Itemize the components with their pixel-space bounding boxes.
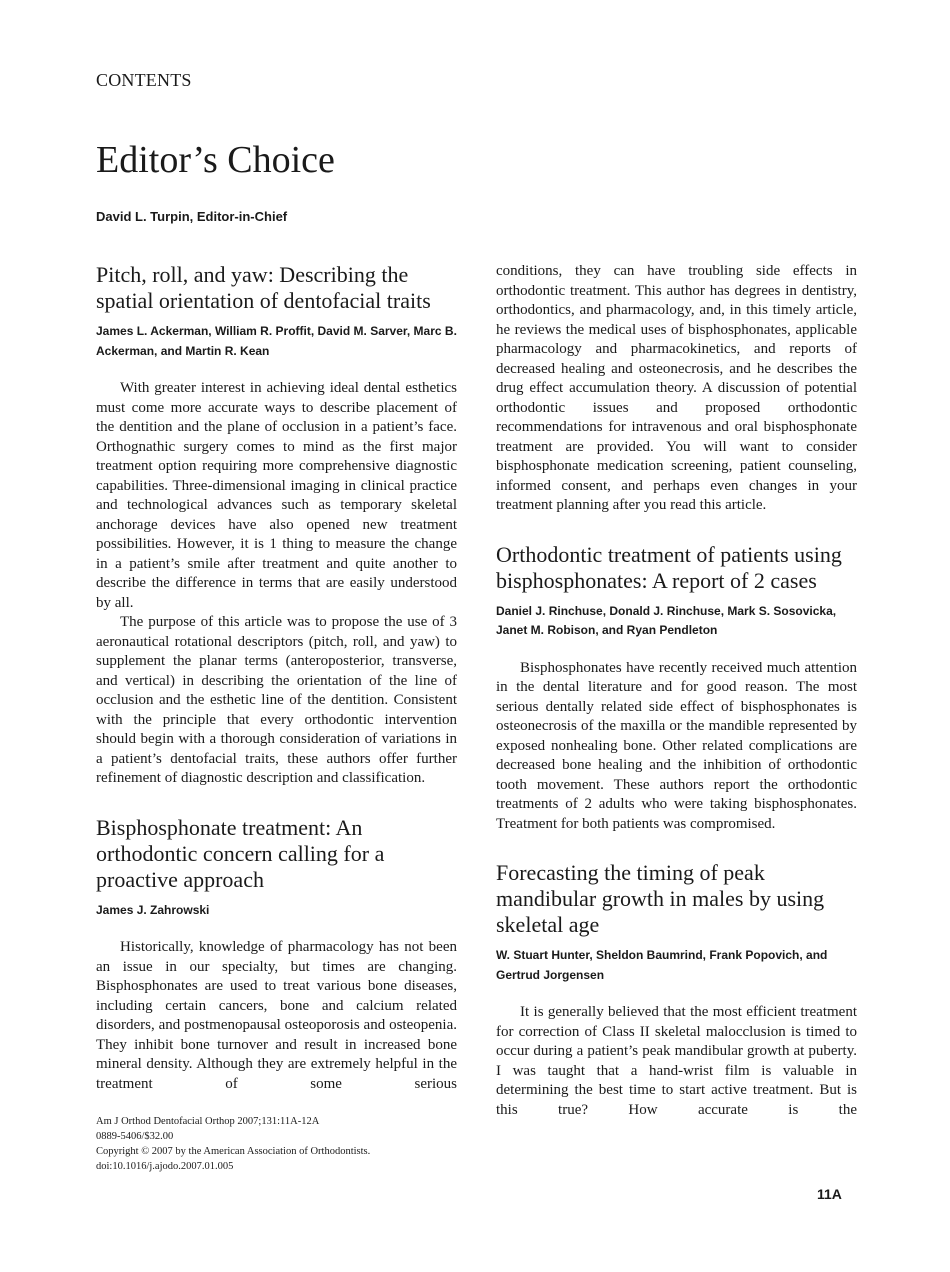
article-authors: James L. Ackerman, William R. Proffit, David M. Sarver, Marc B. Ackerman, and Martin R. Kean (96, 324, 457, 358)
copyright-notice: Copyright © 2007 by the American Association of Orthodontists. (96, 1146, 371, 1157)
article-title[interactable]: Forecasting the timing of peak mandibular growth in males by using skeletal age (496, 860, 825, 937)
left-column (96, 262, 457, 1120)
issn-price: 0889-5406/$32.00 (96, 1131, 174, 1142)
article-title[interactable]: Orthodontic treatment of patients using bisphosphonates: A report of 2 cases (496, 541, 842, 593)
article-paragraph: Historically, knowledge of pharmacology has not been an issue in our specialty, but times are changing. Bisphosphonates are used to treat various bone diseases, including certain cancers, bone and calcium related disorders, and postmenopausal osteoporosis and osteopenia. They inhibit bone turnover and result in increased bone mineral density. Although they are extremely helpful in the treatment of some serious (96, 939, 457, 1092)
editor-byline: David L. Turpin, Editor-in-Chief (96, 209, 288, 224)
journal-citation: Am J Orthod Dentofacial Orthop 2007;131:11A-12A (96, 1116, 320, 1127)
page-title: Editor’s Choice (96, 139, 335, 181)
article-orthodontic-treatment-bisphosphonates (496, 542, 857, 835)
section-label: CONTENTS (96, 70, 192, 90)
article-authors: James J. Zahrowski (96, 902, 210, 917)
article-paragraph: The purpose of this article was to propose the use of 3 aeronautical rotational descriptors (pitch, roll, and yaw) to supplement the planar terms (anteroposterior, transverse, and vertical) in describing the orientation of the line of occlusion and the esthetic line of the dentition. Consistent with the principle that every orthodontic intervention should begin with a thorough consideration of variations in a patient’s dentofacial traits, these authors offer further refinement of diagnostic description and classification. (96, 614, 457, 786)
article-bisphosphonate-treatment (96, 815, 457, 1095)
article-forecasting-mandibular-growth (496, 860, 857, 1120)
doi-link[interactable]: doi:10.1016/j.ajodo.2007.01.005 (96, 1161, 234, 1172)
citation-footer (96, 1114, 466, 1174)
article-pitch-roll-yaw (96, 262, 457, 789)
article-authors: Daniel J. Rinchuse, Donald J. Rinchuse, Mark S. Sosovicka, Janet M. Robison, and Ryan Pendleton (496, 603, 837, 637)
article-bisphosphonate-continuation (496, 262, 857, 516)
article-paragraph: With greater interest in achieving ideal dental esthetics must come more accurate ways to describe placement of the dentition and the plane of occlusion in a patient’s face. Orthognathic surgery comes to mind as the first major treatment option requiring more comprehensive diagnostic capabilities. Three-dimensional imaging in clinical practice and technological advances such as temporary skeletal anchorage devices have also opened new treatment possibilities. However, it is 1 thing to measure the change in a patient’s smile after treatment and quite another to describe the difference in terms that are easily understood by all. (96, 380, 457, 611)
right-column (496, 262, 857, 1146)
article-title[interactable]: Pitch, roll, and yaw: Describing the spatial orientation of dentofacial traits (96, 262, 431, 313)
article-authors: W. Stuart Hunter, Sheldon Baumrind, Frank Popovich, and Gertrud Jorgensen (496, 948, 828, 982)
article-paragraph: It is generally believed that the most efficient treatment for correction of Class II skeletal malocclusion is timed to occur during a patient’s peak mandibular growth at puberty. I was taught that a hand-wrist film is valuable in determining the best time to start active treatment. But is this true? How accurate is the (496, 1004, 857, 1118)
page-number: 11A (817, 1186, 842, 1202)
article-title[interactable]: Bisphosphonate treatment: An orthodontic concern calling for a proactive approach (96, 814, 385, 892)
article-paragraph: Bisphosphonates have recently received much attention in the dental literature and for good reason. The most serious dentally related side effect of bisphosphonates is osteonecrosis of the maxilla or the mandible represented by exposed nonhealing bone. Other related complications are decreased bone healing and the inhibition of orthodontic tooth movement. These authors report the orthodontic treatments of 2 adults who were taking bisphosphonates. Treatment for both patients was compromised. (496, 659, 857, 832)
article-paragraph-continued: conditions, they can have troubling side effects in orthodontic treatment. This author has degrees in dentistry, orthodontics, and pharmacology, and, in this timely article, he reviews the medical uses of bisphosphonates, applicable pharmacology and pharmacokinetics, and reports of decreased healing and osteonecrosis, and he describes the drug effect accumulation theory. A discussion of potential orthodontic issues and proposed orthodontic recommendations for intravenous and oral bisphosphonate treatment are provided. You will want to consider bisphosphonate medication screening, patient counseling, informed consent, and perhaps even changes in your treatment planning after you read this article. (496, 263, 857, 513)
